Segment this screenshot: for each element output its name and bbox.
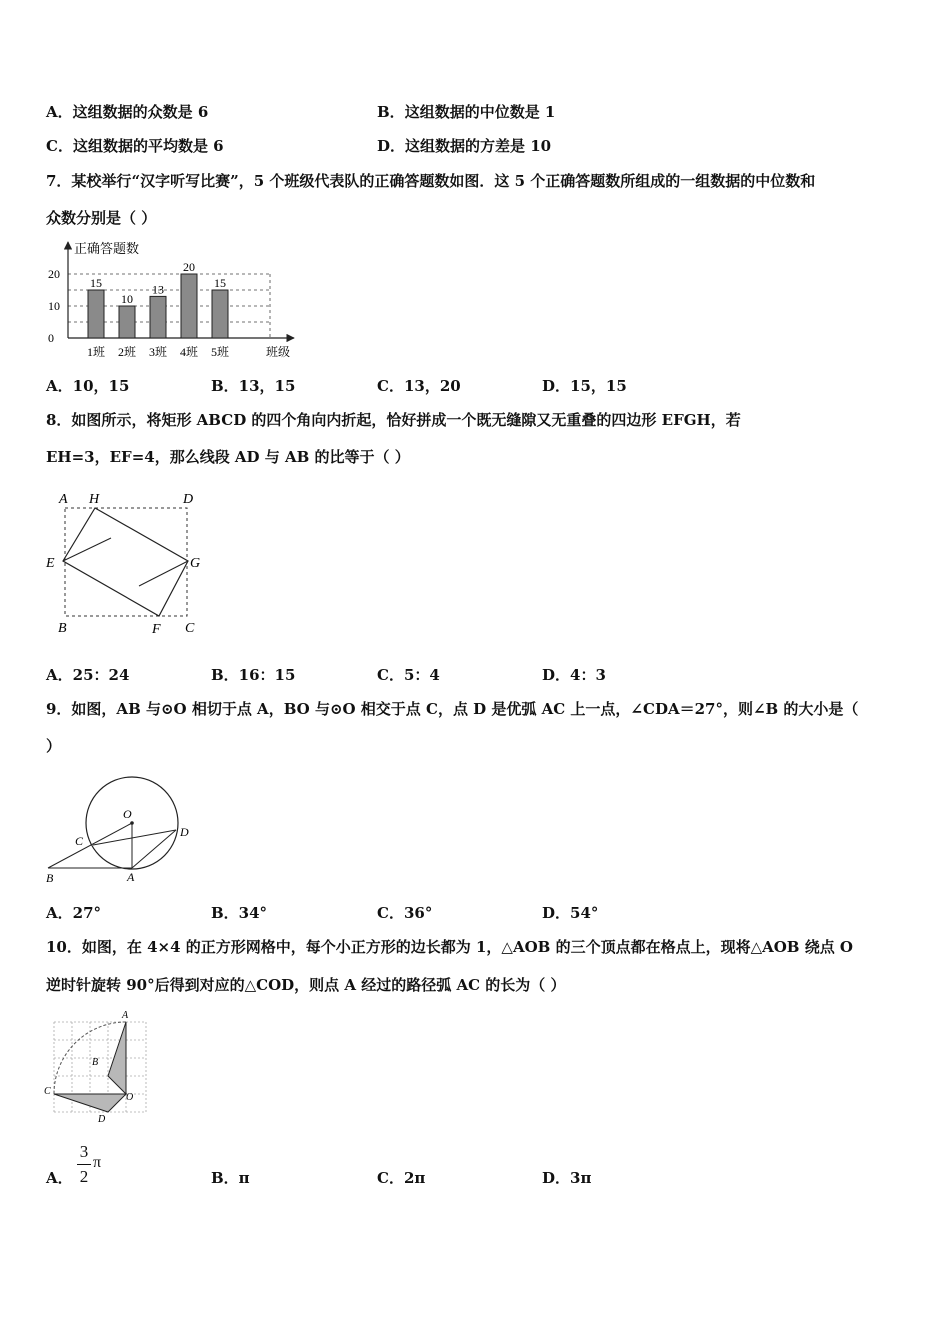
- quadrilateral-efgh: [63, 508, 188, 616]
- label-h: H: [89, 492, 100, 507]
- point-o: [130, 821, 134, 825]
- chart-category-label: 4班: [179, 345, 199, 359]
- chart-bar: [150, 296, 166, 338]
- q6-option-b: [377, 102, 555, 122]
- q9-circle-tangent-figure: [40, 768, 210, 888]
- label-d: D: [180, 825, 189, 839]
- fraction-bar: [77, 1164, 91, 1165]
- q7-stem-line2: 众数分别是（ ）: [46, 209, 157, 227]
- segment-bo: [48, 823, 132, 868]
- chart-bar: [119, 306, 135, 338]
- q6-option-c-letter: C．: [46, 137, 73, 155]
- q7-stem-line1: 7．某校举行“汉字听写比赛”，5 个班级代表队的正确答题数如图．这 5 个正确答题数所组成的一组数据的中位数和: [46, 172, 816, 190]
- label-g: G: [190, 556, 201, 571]
- chart-bar: [212, 290, 228, 338]
- chart-data-label: 13: [152, 282, 164, 297]
- q7-bar-chart: [44, 236, 304, 366]
- chart-category-label: 5班: [210, 345, 230, 359]
- q6-option-c-text: 这组数据的平均数是 6: [72, 137, 224, 155]
- q6-option-a-letter: A．: [46, 103, 73, 121]
- label-a: A: [59, 492, 68, 507]
- pi-symbol: π: [93, 1154, 102, 1171]
- chart-y-tick-label: 20: [48, 267, 60, 281]
- label-o: O: [126, 1092, 134, 1103]
- q6-option-a-text: 这组数据的众数是 6: [72, 103, 209, 121]
- q9-stem-line1: 9．如图，AB 与⊙O 相切于点 A，BO 与⊙O 相交于点 C，点 D 是优弧 AC 上一点，∠CDA＝27°，则∠B 的大小是（: [46, 700, 859, 718]
- label-c: C: [75, 834, 84, 848]
- q6-option-b-letter: B．: [377, 103, 405, 121]
- q6-option-d-text: 这组数据的方差是 10: [405, 137, 552, 155]
- q10-option-d: D．3π: [542, 1169, 592, 1187]
- chart-data-label: 20: [183, 260, 195, 274]
- fraction-denominator: 2: [79, 1167, 89, 1186]
- q10-stem-line1: 10．如图，在 4×4 的正方形网格中，每个小正方形的边长都为 1，△AOB 的三个顶点都在格点上，现将△AOB 绕点 O: [46, 938, 853, 956]
- label-a: A: [122, 1010, 129, 1021]
- chart-bar: [88, 290, 104, 338]
- chart-category-label: 2班: [117, 345, 137, 359]
- chart-data-label: 15: [90, 276, 102, 290]
- q8-stem-line1: 8．如图所示，将矩形 ABCD 的四个角向内折起，恰好拼成一个既无缝隙又无重叠的四边形 EFGH，若: [46, 411, 741, 429]
- q10-stem-line2: 逆时针旋转 90°后得到对应的△COD，则点 A 经过的路径弧 AC 的长为（ ）: [46, 976, 566, 994]
- chart-data-label: 15: [214, 276, 226, 290]
- fold-line-2: [139, 561, 188, 586]
- q6-option-b-text: 这组数据的中位数是 1: [404, 103, 556, 121]
- q8-stem-line2: EH=3，EF=4，那么线段 AD 与 AB 的比等于（ ）: [46, 448, 410, 466]
- q9-stem-line2: ）: [46, 737, 62, 755]
- chart-data-label: 10: [121, 292, 133, 306]
- rectangle-abcd: [65, 508, 187, 616]
- chart-y-tick-label: 0: [48, 331, 54, 345]
- label-e: E: [46, 556, 55, 571]
- q10-grid-rotation-figure: [42, 1008, 152, 1128]
- q9-option-c: C．36°: [377, 904, 433, 922]
- label-c: C: [44, 1086, 51, 1097]
- q8-option-b: B．16：15: [211, 666, 296, 684]
- label-f: F: [152, 622, 161, 637]
- q6-option-d-letter: D．: [377, 137, 406, 155]
- label-c: C: [185, 621, 195, 636]
- q8-option-d: D．4：3: [542, 666, 606, 684]
- chart-title: 正确答题数: [74, 241, 140, 256]
- label-a: A: [127, 870, 135, 884]
- label-b: B: [92, 1057, 99, 1068]
- q6-option-a: [46, 102, 208, 122]
- q10-option-a-letter: A．: [46, 1169, 73, 1187]
- chart-bar: [181, 274, 197, 338]
- chart-category-label: 1班: [86, 345, 106, 359]
- label-b: B: [46, 871, 54, 885]
- q6-option-c: [46, 136, 224, 156]
- fraction-numerator: 3: [79, 1142, 89, 1161]
- q9-option-b: B．34°: [211, 904, 268, 922]
- q8-option-a: A．25：24: [46, 666, 130, 684]
- q8-rectangle-fold-figure: [42, 488, 212, 638]
- triangle-cod: [54, 1094, 126, 1112]
- q8-option-c: C．5：4: [377, 666, 440, 684]
- q7-option-b: B．13，15: [211, 377, 296, 395]
- label-o: O: [123, 807, 132, 821]
- chart-x-label: 班级: [266, 345, 291, 359]
- q6-option-d: [377, 136, 551, 156]
- q9-option-d: D．54°: [542, 904, 599, 922]
- q10-option-c: C．2π: [377, 1169, 426, 1187]
- q9-option-a: A．27°: [46, 904, 102, 922]
- q7-option-a: A．10，15: [46, 377, 130, 395]
- chart-category-label: 3班: [148, 345, 168, 359]
- label-d: D: [183, 492, 194, 507]
- q7-option-d: D．15，15: [542, 377, 627, 395]
- label-b: B: [58, 621, 67, 636]
- chart-y-tick-label: 10: [48, 299, 60, 313]
- q10-option-b: B．π: [211, 1169, 250, 1187]
- q7-option-c: C．13，20: [377, 377, 461, 395]
- label-d: D: [98, 1114, 106, 1125]
